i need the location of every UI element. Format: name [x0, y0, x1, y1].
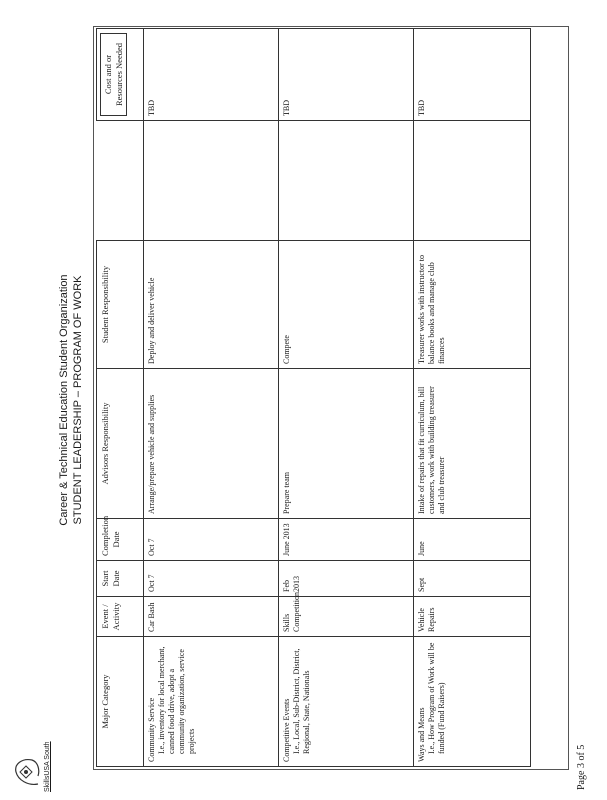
cell-start: Sept — [414, 561, 531, 597]
cell-category — [279, 637, 414, 767]
cell-event: Car Bash — [144, 597, 279, 637]
cell-student: Deploy and deliver vehicle — [144, 241, 279, 369]
program-of-work-table — [96, 28, 531, 767]
header-advisors-responsibility: Advisors Responsibility — [97, 369, 144, 519]
cell-blank — [279, 121, 414, 241]
header-blank — [97, 121, 144, 241]
cell-category — [414, 637, 531, 767]
document-subtitle: STUDENT LEADERSHIP – PROGRAM OF WORK — [72, 275, 84, 525]
header-cost-resources — [97, 29, 144, 121]
table-row — [414, 29, 531, 767]
cell-cost: TBD — [279, 29, 414, 121]
document-title: Career & Technical Education Student Organization — [58, 274, 70, 526]
cell-advisor: Arrange/prepare vehicle and supplies — [144, 369, 279, 519]
table-row — [279, 29, 414, 767]
category-title: Community Service — [147, 697, 156, 762]
category-description: I.e., inventory for local merchant, canned food drive, adopt a community organization, service projects — [157, 646, 196, 754]
cell-blank — [144, 121, 279, 241]
header-start-date: Start Date — [97, 561, 144, 597]
logo-caption: SkillsUSA South — [44, 741, 51, 792]
cell-completion: June 2013 — [279, 519, 414, 561]
cell-start: Oct 7 — [144, 561, 279, 597]
organization-logo — [8, 722, 48, 792]
cost-header-label: Cost and or Resources Needed — [100, 33, 127, 116]
cell-cost: TBD — [144, 29, 279, 121]
cell-student: Compete — [279, 241, 414, 369]
header-major-category: Major Category — [97, 637, 144, 767]
header-event-activity: Event / Activity — [97, 597, 144, 637]
cell-completion: June — [414, 519, 531, 561]
category-description: I.e., Local, Sub-District, District, Regional, State, Nationals — [292, 648, 311, 754]
cell-event: Skills Competition — [279, 597, 414, 637]
header-student-responsibility: Student Responsibility — [97, 241, 144, 369]
cell-advisor: Prepare team — [279, 369, 414, 519]
category-description: I.e., How Program of Work will be funded (Fund Raisers) — [427, 642, 446, 754]
category-title: Competitive Events — [282, 698, 291, 762]
table-header-row — [97, 29, 144, 767]
category-title: Ways and Means — [417, 707, 426, 762]
cell-advisor: Intake of repairs that fit curriculum, bill customers, work with building treasurer and club treasurer — [414, 369, 531, 519]
cell-cost: TBD — [414, 29, 531, 121]
page-number: Page 3 of 5 — [576, 744, 587, 790]
cell-category — [144, 637, 279, 767]
cell-start: Feb 2013 — [279, 561, 414, 597]
header-completion-date: Completion Date — [97, 519, 144, 561]
cell-student: Treasurer works with instructor to balance books and manage club finances — [414, 241, 531, 369]
cell-completion: Oct 7 — [144, 519, 279, 561]
cell-event: Vehicle Repairs — [414, 597, 531, 637]
table-row — [144, 29, 279, 767]
cell-blank — [414, 121, 531, 241]
